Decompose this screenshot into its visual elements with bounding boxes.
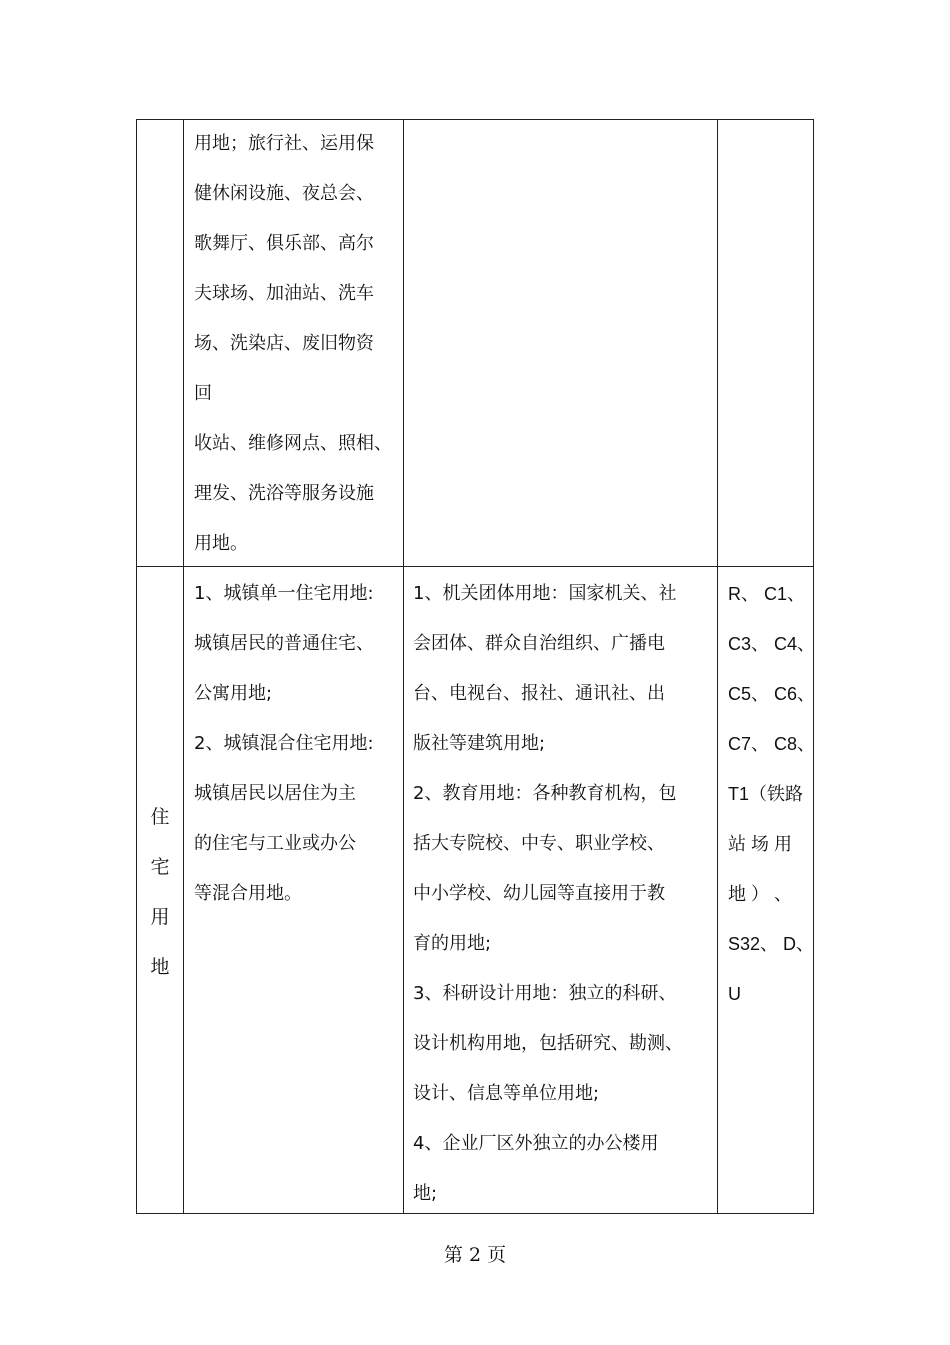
category-char: 地 (150, 956, 170, 978)
text-line: 用地。 (194, 533, 248, 554)
category-char: 住 (150, 806, 170, 828)
residential-definition (194, 571, 374, 921)
text-line: 夫球场、加油站、洗车 (194, 283, 374, 304)
text-line: 2、教育用地：各种教育机构，包 (413, 783, 677, 804)
column-divider-1 (183, 120, 184, 1213)
text-line: 回 (194, 383, 212, 404)
page-number: 第 2 页 (443, 1244, 507, 1266)
category-char: 用 (150, 906, 170, 928)
text-line: 用地；旅行社、运用保 (194, 133, 374, 154)
column-divider-3 (717, 120, 718, 1213)
text-line: 歌舞厅、俱乐部、高尔 (194, 233, 374, 254)
text-line: 版社等建筑用地; (413, 733, 546, 754)
code-line: 地 ） 、 (728, 884, 793, 904)
text-line: 场、洗染店、废旧物资 (194, 333, 374, 354)
text-line: 的住宅与工业或办公 (194, 833, 356, 854)
code-line: U (728, 984, 741, 1004)
text-line: 1、城镇单一住宅用地: (194, 583, 374, 604)
code-line: T1（铁路 (728, 784, 804, 804)
code-line: C3、 C4、 (728, 634, 816, 654)
column-divider-2 (403, 120, 404, 1213)
residential-codes (728, 571, 815, 1021)
text-line: 公寓用地; (194, 683, 273, 704)
category-residential (137, 802, 183, 1002)
code-line: S32、 D、 (728, 934, 815, 954)
text-line: 城镇居民的普通住宅、 (194, 633, 374, 654)
text-line: 中小学校、幼儿园等直接用于教 (413, 883, 665, 904)
text-line: 4、企业厂区外独立的办公楼用 (413, 1133, 659, 1154)
text-line: 城镇居民以居住为主 (194, 783, 356, 804)
top-row-description (194, 121, 392, 571)
text-line: 3、科研设计用地：独立的科研、 (413, 983, 677, 1004)
text-line: 健休闲设施、夜总会、 (194, 183, 374, 204)
code-line: R、 C1、 (728, 584, 806, 604)
code-line: C7、 C8、 (728, 734, 816, 754)
residential-related-uses (413, 571, 683, 1221)
text-line: 地; (413, 1183, 438, 1204)
text-line: 等混合用地。 (194, 883, 302, 904)
code-line: C5、 C6、 (728, 684, 816, 704)
text-line: 设计机构用地，包括研究、勘测、 (413, 1033, 683, 1054)
text-line: 收站、维修网点、照相、 (194, 433, 392, 454)
text-line: 理发、洗浴等服务设施 (194, 483, 374, 504)
text-line: 括大专院校、中专、职业学校、 (413, 833, 665, 854)
text-line: 1、机关团体用地：国家机关、社 (413, 583, 677, 604)
text-line: 设计、信息等单位用地; (413, 1083, 600, 1104)
text-line: 2、城镇混合住宅用地: (194, 733, 374, 754)
text-line: 育的用地; (413, 933, 492, 954)
text-line: 台、电视台、报社、通讯社、出 (413, 683, 665, 704)
land-use-table (136, 119, 814, 1214)
code-line: 站 场 用 (728, 834, 793, 854)
category-char: 宅 (150, 856, 170, 878)
text-line: 会团体、群众自治组织、广播电 (413, 633, 665, 654)
